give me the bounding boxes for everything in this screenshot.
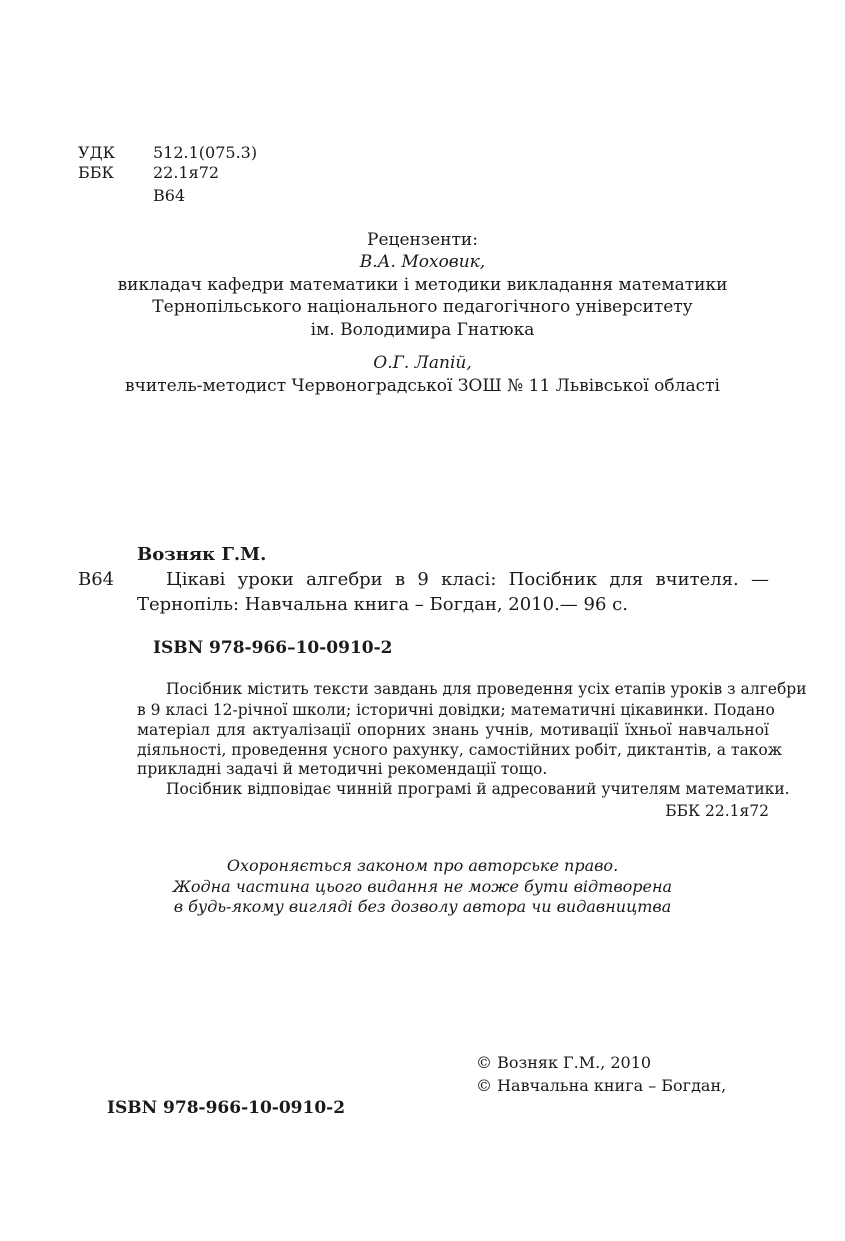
author-name: Возняк Г.М. bbox=[137, 544, 267, 565]
bbk-label: ББК bbox=[78, 163, 114, 182]
annotation-line-2: в 9 класі 12-річної школи; історичні довідки; математичні цікавинки. Подано bbox=[137, 701, 775, 719]
book-title-line2: Тернопіль: Навчальна книга – Богдан, 2010.— 96 с. bbox=[137, 594, 628, 615]
reviewer2-name: О.Г. Лапій, bbox=[373, 353, 472, 373]
reviewer2-position: вчитель-методист Червоноградської ЗОШ № 11 Львівської області bbox=[125, 376, 720, 396]
author-mark: В64 bbox=[78, 569, 115, 590]
reviewer1-university-name: ім. Володимира Гнатюка bbox=[310, 320, 535, 340]
copyright-notice-line-3: в будь-якому вигляді без дозволу автора чи видавництва bbox=[173, 897, 672, 916]
reviewer1-university: Тернопільського національного педагогічного університету bbox=[152, 297, 693, 317]
annotation-line-6: Посібник відповідає чинній програмі й адресований учителям математики. bbox=[166, 780, 790, 798]
copyright-author: © Возняк Г.М., 2010 bbox=[476, 1053, 652, 1072]
bbk-value: 22.1я72 bbox=[153, 163, 220, 182]
annotation-line-4: діяльності, проведення усного рахунку, самостійних робіт, диктантів, а також bbox=[137, 741, 782, 759]
annotation-line-5: прикладні задачі й методичні рекомендації тощо. bbox=[137, 760, 548, 778]
reviewers-heading: Рецензенти: bbox=[367, 230, 478, 250]
copyright-notice-line-2: Жодна частина цього видання не може бути відтворена bbox=[172, 877, 673, 896]
reviewer1-position: викладач кафедри математики і методики викладання математики bbox=[117, 275, 728, 295]
author-mark-top: В64 bbox=[153, 186, 186, 205]
copyright-publisher: © Навчальна книга – Богдан, bbox=[476, 1076, 727, 1095]
isbn-main: ISBN 978-966–10-0910-2 bbox=[153, 638, 393, 658]
annotation-bbk: ББК 22.1я72 bbox=[665, 802, 769, 820]
udk-label: УДК bbox=[78, 143, 115, 162]
copyright-notice-line-1: Охороняється законом про авторське право. bbox=[226, 856, 619, 875]
annotation-line-3: матеріал для актуалізації опорних знань учнів, мотивації їхньої навчальної bbox=[137, 721, 769, 739]
udk-value: 512.1(075.3) bbox=[153, 143, 258, 162]
annotation-line-1: Посібник містить тексти завдань для проведення усіх етапів уроків з алгебри bbox=[166, 680, 807, 698]
isbn-footer: ISBN 978-966-10-0910-2 bbox=[107, 1098, 346, 1118]
reviewer1-name: В.А. Моховик, bbox=[359, 252, 486, 272]
book-title-line1: Цікаві уроки алгебри в 9 класі: Посібник для вчителя. — bbox=[166, 569, 769, 590]
